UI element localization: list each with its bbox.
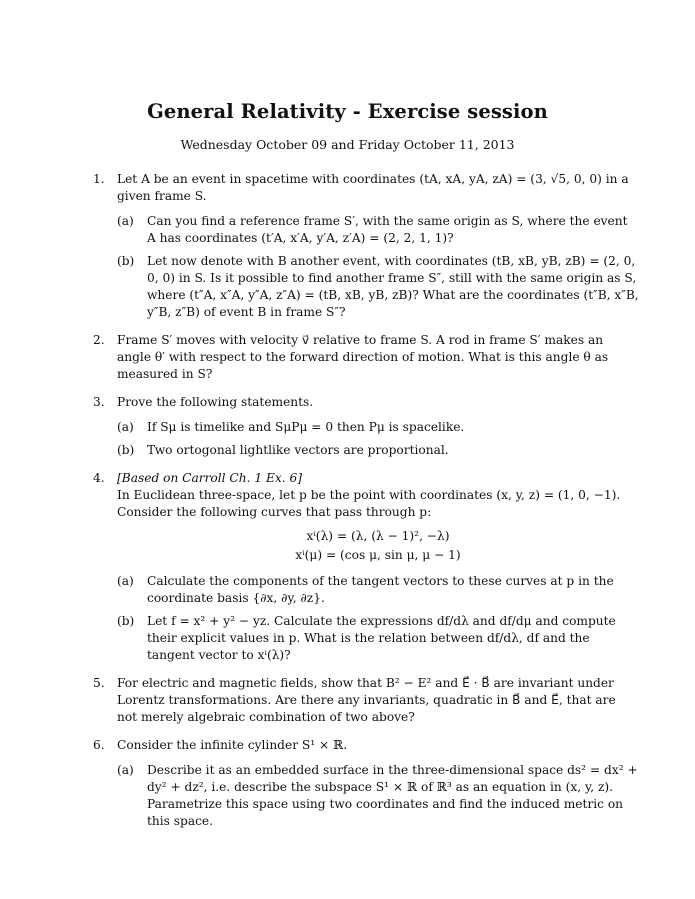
part-text: Describe it as an embedded surface in the three-dimensional space ds² = dx² + dy² + dz², i.e. describe the subspace S¹ × ℝ of ℝ³ as an equation in (x, y, z). Parametrize this space using two coordinates and find the induced metric on this space. — [147, 763, 638, 828]
part-label: (a) — [117, 763, 134, 777]
equation-curve-mu: xⁱ(μ) = (cos μ, sin μ, μ − 1) — [295, 548, 461, 562]
problem-3-part-a — [117, 419, 639, 436]
exercise-list — [93, 171, 639, 841]
problem-4-part-b — [117, 613, 639, 664]
curve-equations — [117, 527, 639, 565]
problem-text: Consider the infinite cylinder S¹ × ℝ. — [117, 738, 348, 752]
problem-parts — [117, 573, 639, 664]
problem-3 — [93, 394, 639, 459]
part-text: Can you find a reference frame S′, with the same origin as S, where the event A has coordinates (t′A, x′A, y′A, z′A) = (2, 2, 1, 1)? — [147, 214, 628, 245]
part-label: (a) — [117, 420, 134, 434]
part-label: (a) — [117, 574, 134, 588]
equation-curve-lambda: xⁱ(λ) = (λ, (λ − 1)², −λ) — [306, 529, 450, 543]
problem-3-part-b — [117, 442, 639, 459]
problem-6 — [93, 737, 639, 830]
problem-parts — [117, 762, 639, 830]
part-text: Two ortogonal lightlike vectors are proportional. — [147, 443, 449, 457]
problem-text: For electric and magnetic fields, show that B² − E² and E⃗ · B⃗ are invariant under Lorentz transformations. Are there any invariants, quadratic in B⃗ and E⃗, that are not merely algebraic combination of two above? — [117, 676, 616, 724]
problem-number: 1. — [93, 172, 105, 186]
problem-4-part-a — [117, 573, 639, 607]
problem-number: 3. — [93, 395, 105, 409]
problem-1-part-b — [117, 253, 639, 321]
problem-number: 4. — [93, 471, 105, 485]
part-text: Calculate the components of the tangent vectors to these curves at p in the coordinate basis {∂x, ∂y, ∂z}. — [147, 574, 614, 605]
problem-number: 6. — [93, 738, 105, 752]
problem-1-part-a — [117, 213, 639, 247]
problem-parts — [117, 419, 639, 459]
part-text: Let now denote with B another event, with coordinates (tB, xB, yB, zB) = (2, 0, 0, 0) in S. Is it possible to find another frame S″, still with the same origin as S, where (t″A, x″A, y″A, z″A) = (tB, xB, yB, zB)? What are the coordinates (t″B, x″B, y″B, z″B) of event B in frame S″? — [147, 254, 639, 319]
part-text: Let f = x² + y² − yz. Calculate the expressions df/dλ and df/dμ and compute their explicit values in p. What is the relation between df/dλ, df and the tangent vector to xⁱ(λ)? — [147, 614, 616, 662]
problem-4 — [93, 470, 639, 664]
part-label: (b) — [117, 254, 135, 268]
problem-parts — [117, 213, 639, 321]
problem-1 — [93, 171, 639, 321]
problem-2 — [93, 332, 639, 383]
part-label: (b) — [117, 614, 135, 628]
problem-number: 2. — [93, 333, 105, 347]
problem-reference: [Based on Carroll Ch. 1 Ex. 6] — [117, 471, 303, 485]
problem-text: Prove the following statements. — [117, 395, 314, 409]
problem-text: Frame S′ moves with velocity v⃗ relative to frame S. A rod in frame S′ makes an angle θ′ with respect to the forward direction of motion. What is this angle θ as measured in S? — [117, 333, 609, 381]
part-label: (a) — [117, 214, 134, 228]
document-subtitle: Wednesday October 09 and Friday October 11, 2013 — [180, 137, 515, 152]
part-text: If Sμ is timelike and SμPμ = 0 then Pμ is spacelike. — [147, 420, 465, 434]
part-label: (b) — [117, 443, 135, 457]
problem-text: Let A be an event in spacetime with coordinates (tA, xA, yA, zA) = (3, √5, 0, 0) in a given frame S. — [117, 172, 629, 203]
problem-number: 5. — [93, 676, 105, 690]
problem-6-part-a — [117, 762, 639, 830]
problem-5 — [93, 675, 639, 726]
document-title: General Relativity - Exercise session — [147, 100, 548, 123]
problem-text: In Euclidean three-space, let p be the point with coordinates (x, y, z) = (1, 0, −1). Consider the following curves that pass through p: — [117, 488, 621, 519]
